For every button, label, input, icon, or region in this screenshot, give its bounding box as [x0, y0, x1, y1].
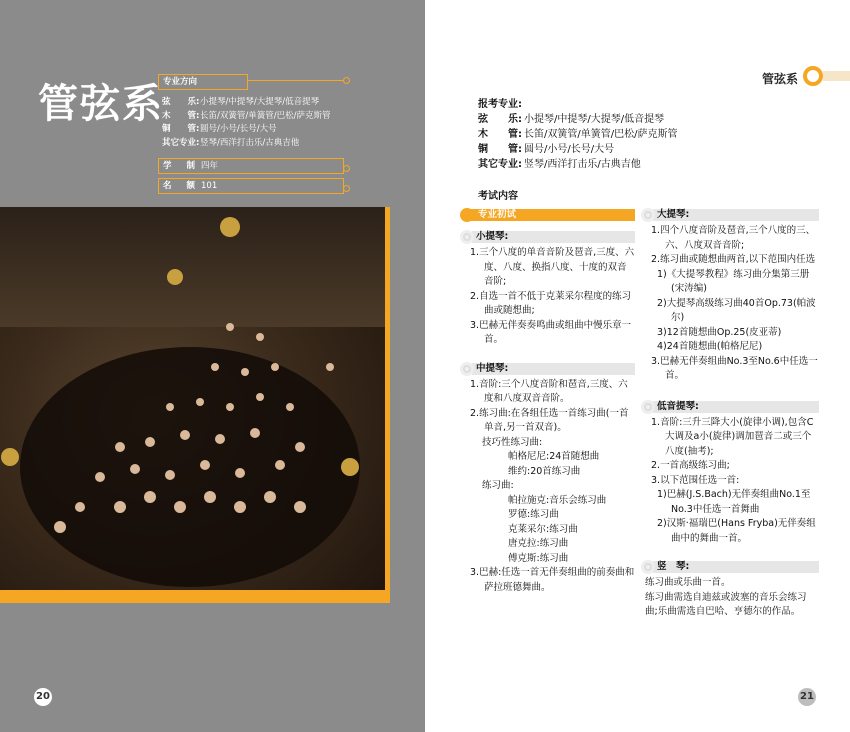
apply-label: 其它专业:: [478, 159, 522, 170]
viola-tech-label: 技巧性练习曲:: [482, 436, 543, 448]
viola-etude-item: 罗德:练习曲: [508, 509, 559, 520]
ring-icon: [641, 400, 655, 414]
page-number: 20: [34, 688, 52, 706]
major-row: [162, 96, 344, 110]
ring-icon: [460, 230, 474, 244]
bass-title: 低音提琴:: [657, 400, 699, 412]
apply-title: 报考专业:: [478, 99, 522, 110]
viola-heading: [460, 362, 635, 376]
duration-label: 学 制: [163, 161, 201, 171]
divider-dot: [343, 185, 350, 192]
ring-icon: [641, 208, 655, 222]
major-row: [162, 137, 344, 151]
major-value: 竖琴/西洋打击乐/古典吉他: [200, 137, 300, 148]
cello-heading: [641, 208, 819, 222]
violin-item: 3.巴赫无伴奏奏鸣曲或组曲中慢乐章一首。: [470, 319, 632, 345]
specialty-header: 专业方向: [158, 74, 248, 90]
harp-item: 练习曲或乐曲一首。: [645, 577, 731, 588]
major-value: 小提琴/中提琴/大提琴/低音提琴: [200, 97, 320, 107]
first-round-label: 专业初试: [478, 209, 517, 220]
apply-label: 木 管:: [478, 129, 522, 140]
bass-sub-item: 2)汉斯·福瑞巴(Hans Fryba)无伴奏组曲中的舞曲一首。: [657, 518, 816, 544]
violin-heading: [460, 230, 635, 244]
violin-title: 小提琴:: [476, 231, 509, 242]
quota-row: [158, 178, 344, 194]
cello-sub-item: 2)大提琴高级练习曲40首Op.73(帕波尔): [657, 297, 816, 323]
viola-etude-label: 练习曲:: [482, 480, 514, 491]
orchestra-photo: [0, 207, 385, 590]
viola-etude-item: 克莱采尔:练习曲: [508, 523, 578, 535]
major-label: 木 管:: [162, 110, 200, 121]
cello-title: 大提琴:: [657, 209, 690, 220]
right-page: [425, 0, 850, 732]
apply-label: 铜 管:: [478, 144, 522, 155]
apply-value: 小提琴/中提琴/大提琴/低音提琴: [524, 114, 665, 125]
major-value: 圆号/小号/长号/大号: [200, 124, 277, 134]
bass-item: 3.以下范围任选一首:: [651, 474, 740, 486]
duration-value: 四年: [201, 161, 219, 171]
duration-row: [158, 158, 344, 174]
major-row: [162, 123, 344, 137]
apply-value: 竖琴/西洋打击乐/古典吉他: [524, 159, 641, 170]
duration-box: [158, 158, 344, 174]
divider: [248, 80, 348, 81]
bass-item: 1.音阶:三升三降大小(旋律小调),包含C大调及a小(旋律)调加琶音二或三个八度(抽考);: [651, 416, 814, 457]
divider-dot: [343, 77, 350, 84]
viola-tech-item: 帕格尼尼:24首随想曲: [508, 451, 600, 462]
majors-list: [158, 90, 344, 154]
apply-row: [478, 112, 677, 127]
quota-label: 名 额: [163, 181, 201, 191]
viola-etude-item: 傅克斯:练习曲: [508, 552, 569, 564]
cello-sub-item: 4)24首随想曲(帕格尼尼): [657, 341, 763, 352]
major-label: 铜 管:: [162, 124, 200, 134]
info-panel: [158, 74, 344, 194]
column-left: [460, 206, 635, 595]
quota-box: [158, 178, 344, 194]
page-header: 管弦系: [762, 72, 799, 86]
harp-item: 练习曲需选自迪兹或波塞的音乐会练习曲;乐曲需选自巴哈、亨德尔的作品。: [645, 591, 807, 617]
specialty-row: [158, 74, 344, 90]
ring-icon: [641, 560, 655, 574]
major-value: 长笛/双簧管/单簧管/巴松/萨克斯管: [200, 110, 331, 121]
apply-row: [478, 142, 677, 157]
viola-tech-item: 维约:20首练习曲: [508, 465, 581, 477]
viola-title: 中提琴:: [476, 362, 509, 374]
apply-row: [478, 127, 677, 142]
apply-label: 弦 乐:: [478, 114, 522, 125]
cello-item: 3.巴赫无伴奏组曲No.3至No.6中任选一首。: [651, 355, 818, 381]
violin-item: 1.三个八度的单音音阶及琶音,三度、六度、八度、换指八度、十度的双音音阶;: [470, 247, 635, 287]
ring-icon: [460, 208, 474, 222]
apply-section: [478, 97, 677, 172]
divider-dot: [343, 165, 350, 172]
major-label: 其它专业:: [162, 137, 200, 148]
bass-sub-item: 1)巴赫(J.S.Bach)无伴奏组曲No.1至No.3中任选一首舞曲: [657, 489, 811, 515]
first-round-banner: [460, 208, 635, 222]
header-bar: [823, 71, 850, 81]
violin-item: 2.自选一首不低于克莱采尔程度的练习曲或随想曲;: [470, 290, 632, 316]
bass-item: 2.一首高级练习曲;: [651, 460, 730, 471]
major-row: [162, 110, 344, 124]
circle-logo-icon: [803, 66, 823, 86]
cello-item: 2.练习曲或随想曲两首,以下范围内任选: [651, 254, 816, 265]
viola-item: 3.巴赫:任选一首无伴奏组曲的前奏曲和萨拉班德舞曲。: [470, 567, 635, 593]
harp-title: 竖 琴:: [657, 561, 690, 572]
cello-item: 1.四个八度音阶及琶音,三个八度的三、六、八度双音音阶;: [651, 225, 816, 251]
harp-heading: [641, 560, 819, 574]
apply-row: [478, 157, 677, 172]
exam-title: 考试内容: [478, 191, 518, 202]
viola-etude-item: 帕拉施克:音乐会练习曲: [508, 494, 607, 506]
apply-value: 圆号/小号/长号/大号: [524, 144, 615, 155]
bass-heading: [641, 400, 819, 414]
viola-item: 1.音阶:三个八度音阶和琶音,三度、六度和八度双音音阶。: [470, 378, 628, 404]
apply-value: 长笛/双簧管/单簧管/巴松/萨克斯管: [524, 129, 678, 140]
major-label: 弦 乐:: [162, 97, 200, 107]
department-title: 管弦系: [38, 80, 164, 127]
viola-etude-item: 唐克拉:练习曲: [508, 538, 569, 549]
column-right: [641, 206, 819, 620]
orchestra-crowd: [0, 207, 385, 590]
page-number: 21: [798, 688, 816, 706]
ring-icon: [460, 362, 474, 376]
quota-value: 101: [201, 181, 218, 191]
cello-sub-item: 3)12首随想曲Op.25(皮亚蒂): [657, 326, 782, 338]
cello-sub-item: 1)《大提琴教程》练习曲分集第三册(宋涛编): [657, 268, 810, 294]
viola-item: 2.练习曲:在各组任选一首练习曲(一首单音,另一首双音)。: [470, 407, 629, 433]
